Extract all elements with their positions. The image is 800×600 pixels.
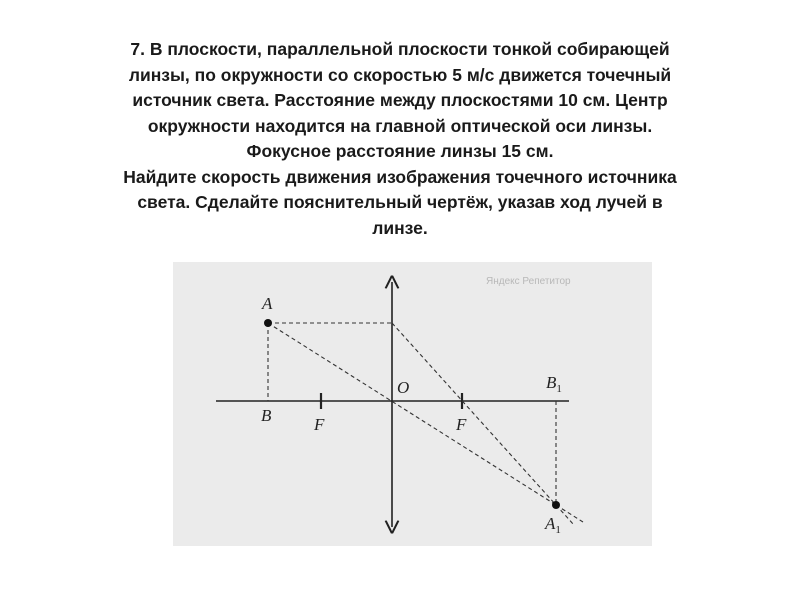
label-O: O: [397, 378, 410, 397]
problem-line-4: окружности находится на главной оптической оси линзы.: [147, 115, 653, 136]
ray-through-optical-center: [268, 323, 556, 505]
problem-line-5: Фокусное расстояние линзы 15 см.: [246, 141, 554, 161]
ray-continuation-1: [556, 505, 583, 522]
problem-line-2: линзы, по окружности со скоростью 5 м/с движется точечный: [128, 64, 672, 85]
problem-line-1: 7. В плоскости, параллельной плоскости тонкой собирающей: [130, 39, 670, 59]
lens-diagram-panel: [173, 262, 652, 546]
problem-line-3: источник света. Расстояние между плоскостями 10 см. Центр: [132, 90, 668, 110]
lens-ray-diagram: [173, 262, 652, 546]
label-B1-letter: B: [546, 373, 557, 392]
label-A1: [544, 514, 561, 536]
label-B1: [546, 373, 562, 395]
ray-refracted-through-focus: [392, 323, 556, 505]
watermark-text: Яндекс Репетитор: [486, 276, 571, 287]
ray-continuation-2: [556, 505, 574, 525]
label-B: B: [261, 406, 272, 425]
problem-statement: [40, 37, 760, 241]
label-A1-subscript: 1: [555, 524, 561, 536]
image-point-A1: [552, 501, 560, 509]
label-A: A: [262, 294, 273, 313]
problem-line-7: света. Сделайте пояснительный чертёж, указав ход лучей в: [137, 192, 663, 212]
label-F-left: F: [314, 415, 325, 434]
point-source-A: [264, 319, 272, 327]
label-A1-letter: A: [545, 514, 556, 533]
problem-line-6: Найдите скорость движения изображения точечного источника: [123, 166, 677, 187]
label-F-right: F: [456, 415, 467, 434]
problem-line-8: линзе.: [372, 217, 428, 238]
label-B1-subscript: 1: [556, 383, 562, 395]
